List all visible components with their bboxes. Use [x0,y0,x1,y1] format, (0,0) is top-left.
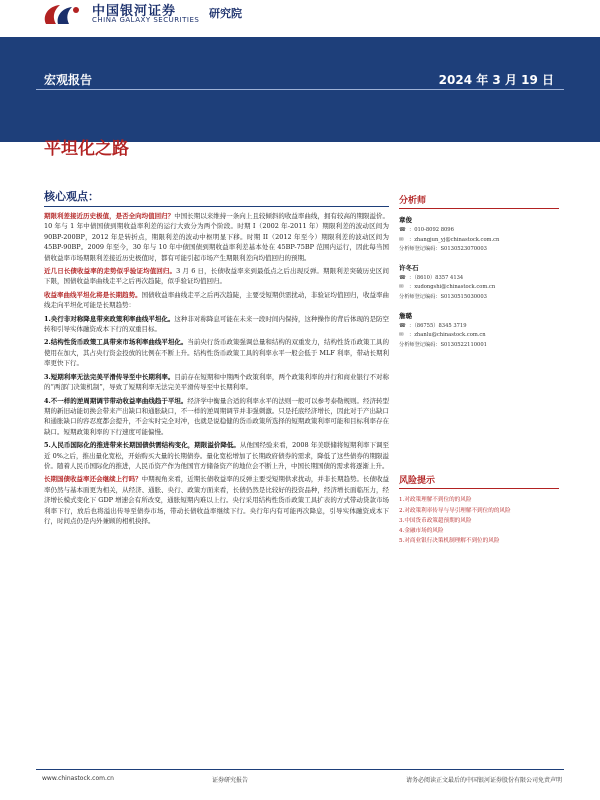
paragraph-text: 3 月 6 日，长债收益率来到最低点之后出现反弹。期限利差突破历史区间下限，国债收益率曲线走平之后再次趋陡，似乎验证均值回归。 [44,267,389,286]
analyst-email[interactable]: ：zhangjun_yj@chinastock.com.cn [409,236,500,243]
footer-disclaimer: 请务必阅读正文最后的中国银河证券股份有限公司免责声明 [405,777,562,784]
core-paragraph [44,290,389,311]
analyst-email-row [399,331,559,341]
email-icon: ✉ [399,332,404,339]
footer-website-link[interactable]: www.chinastock.com.cn [42,775,114,782]
analyst-name: 章俊 [399,216,412,224]
paragraph-lead: 1.央行非对称降息带来政策利率曲线平坦化。 [44,314,175,323]
paragraph-text: 当前央行货币政策强调总量和结构的双重发力，结构性货币政策工具的使用在加大，其占央行资金投放的比例在不断上升。结构性货币政策工具的利率水平一般会低于 MLF 利率，带动长期利率更快下行。 [44,338,389,368]
logo-chinese-name: 中国银河证券 [92,4,177,19]
title-banner [0,37,600,142]
analyst-phone-row [399,274,559,284]
email-icon: ✉ [399,236,404,243]
core-views-body [44,211,389,526]
risk-item: 4.金融市场的风险 [399,527,444,534]
analyst-phone-row [399,322,559,332]
analyst-email-row [399,236,559,246]
paragraph-lead: 期限利差接近历史极值，是否全向均值回归？ [44,212,175,220]
paragraph-text: 国债收益率曲线走平之后再次趋陡，主要受短期供需扰动，非验证均值回归，收益率曲线走向平坦化可能是长期趋势： [44,290,390,310]
phone-icon: ☎ [399,322,406,329]
paragraph-text: 中期视角来看，近期长债收益率的反弹主要受短期供求扰动，并非长期趋势。长债收益率仍然与基本面更为相关，从经济、通胀、央行、政策方面来看，长债仍然是比较好的投资品种，经济增长面临压力，经济增长模式变化下 GDP 增速会有所改变，通胀短期内难以上行。央行采用结构性货币政策工具扩表的方式带动贷款市场利率下行，放后也将溢出传导至债券市场，带动长债收益率继续下行。央行年内有可能再次降息，引导实体融资成本下行，时间点仍是内外兼顾的相机抉择。 [44,475,390,525]
core-views-heading: 核心观点： [44,188,389,207]
risks-heading: 风险提示 [399,473,559,489]
analyst-card [399,215,559,255]
analyst-phone: ：（86755）8345 3719 [409,322,467,329]
phone-icon: ☎ [399,227,406,233]
email-icon: ✉ [399,284,404,291]
analyst-registration: 分析师登记编码：S0130515030003 [399,293,487,300]
core-paragraph [44,440,389,471]
analyst-card [399,263,559,303]
analyst-email[interactable]: ：xudongshi@chinastock.com.cn [409,284,496,291]
paragraph-lead: 长期国债收益率还会继续上行吗？ [44,475,142,484]
analyst-phone: ：010-8092 8096 [409,227,454,233]
risk-item: 1.对政策理解不到位的的风险 [399,497,472,504]
core-paragraph [44,396,389,438]
report-date: 2024 年 3 月 19 日 [438,73,554,87]
analyst-phone: ：（8610）8357 4134 [409,274,464,281]
paragraph-text: 经济学中衡量合适的利率水平的法则一般可以参考泰勒规则。经济转型期的新旧动能切换会带来产出缺口和通胀缺口，不一样的逆周期调节并非强刺激。只是托底经济增长，因此对于产出缺口和通胀缺口的容忍度都会提升，不会实时完全对冲，也就是说稳健的货币政策所选择的短期政策利率可能和目标利率存在缺口。短期政策利率的下行速度可能偏慢。 [44,396,389,436]
core-paragraph [44,211,389,263]
phone-icon: ☎ [399,274,406,281]
analysts-heading: 分析师 [399,193,559,209]
paragraph-text: 中国长期以来维持一条向上且较倾斜的收益率曲线，拥有较高的期限溢价。10 年与 1 年中债国债到期收益率利差的运行大致分为两个阶段。时期 I（2002 年-2011 年）期限利差的波动区间为 90BP-200BP，2012 年是转折点，期限利差的波动中枢明显下移。时期 II（2012 年至今）期限利差的波动区间为 45BP-90BP。2009 年至今，30 年与 10 年中债国债到期收益率利差基本处在 45BP-75BP 范围内运行，因此每当国债收益率市场期限利差接近历史极值时，都有可能引起市场产生期限利差向均值回归的预期。 [44,212,390,262]
core-paragraph [44,266,389,287]
analyst-name: 詹璐 [399,311,412,320]
core-views-column [44,188,389,529]
analyst-registration: 分析师登记编码：S0130522110001 [399,341,487,348]
paragraph-lead: 2.结构性货币政策工具带来市场利率曲线平坦化。 [44,338,188,347]
report-title: 平坦化之路 [44,139,129,159]
analyst-registration: 分析师登记编码：S0130523070003 [399,246,487,253]
core-paragraph [44,314,389,335]
paragraph-lead: 3.短期利率无法完美平滑传导至中长期利率。 [44,372,175,381]
paragraph-text: 目前存在短期和中期两个政策利率，两个政策利率的并行和商业银行不对称的“两部门决策机制”，导致了短期利率无法完美平滑传导至中长期利率。 [44,372,389,392]
paragraph-text: 这种非对称降息可能在未来一段时间内保持，这种操作的背后体现的是防空转和引导实体融资成本下行的双重目标。 [44,314,389,334]
report-footer [36,769,564,784]
logo-english-name: CHINA GALAXY SECURITIES [92,16,200,24]
analyst-email[interactable]: ：zhanlu@chinastock.com.cn [409,332,486,339]
analyst-email-row [399,283,559,293]
sidebar-column [399,193,559,546]
footer-service-label: 证券研究报告 [212,777,249,784]
risk-item: 3.中国货币政策超预期的风险 [399,517,472,524]
analyst-phone-row [399,226,559,236]
paragraph-text: 从他国经验来看，2008 年美联储将短期利率下调至近 0%之后，推出量化宽松，开始购买大量的长期债券。量化宽松增加了长期政府债券的需求，降低了这些债券的期限溢价。随着人民币国际化的推进，人民币资产作为他国官方储备资产的地位会不断上升，中国长期国债的需求将逐渐上升。 [44,441,389,470]
galaxy-logo-icon [40,2,84,28]
core-paragraph [44,474,389,526]
paragraph-lead: 近几日长债收益率的走势似乎验证均值回归。 [44,267,177,276]
core-paragraph [44,372,389,393]
analyst-card [399,311,559,351]
institute-label: 研究院 [209,7,242,20]
report-type: 宏观报告 [44,73,93,87]
paragraph-lead: 5.人民币国际化的推进带来长期国债供需结构变化，期限溢价降低。 [44,441,240,450]
paragraph-lead: 4.不一样的逆周期调节带动收益率曲线趋于平坦。 [44,396,188,405]
analyst-list [399,215,559,350]
risk-item: 2.对政策利率传导与导引理解不到位的的风险 [399,507,511,514]
analyst-name: 许冬石 [399,263,419,272]
paragraph-lead: 收益率曲线平坦化将是长期趋势。 [44,290,142,299]
core-paragraph [44,337,389,368]
risk-item: 5.对商业银行决策机制理解不到位的风险 [399,538,500,545]
report-header [0,0,600,28]
risk-list [399,495,559,546]
